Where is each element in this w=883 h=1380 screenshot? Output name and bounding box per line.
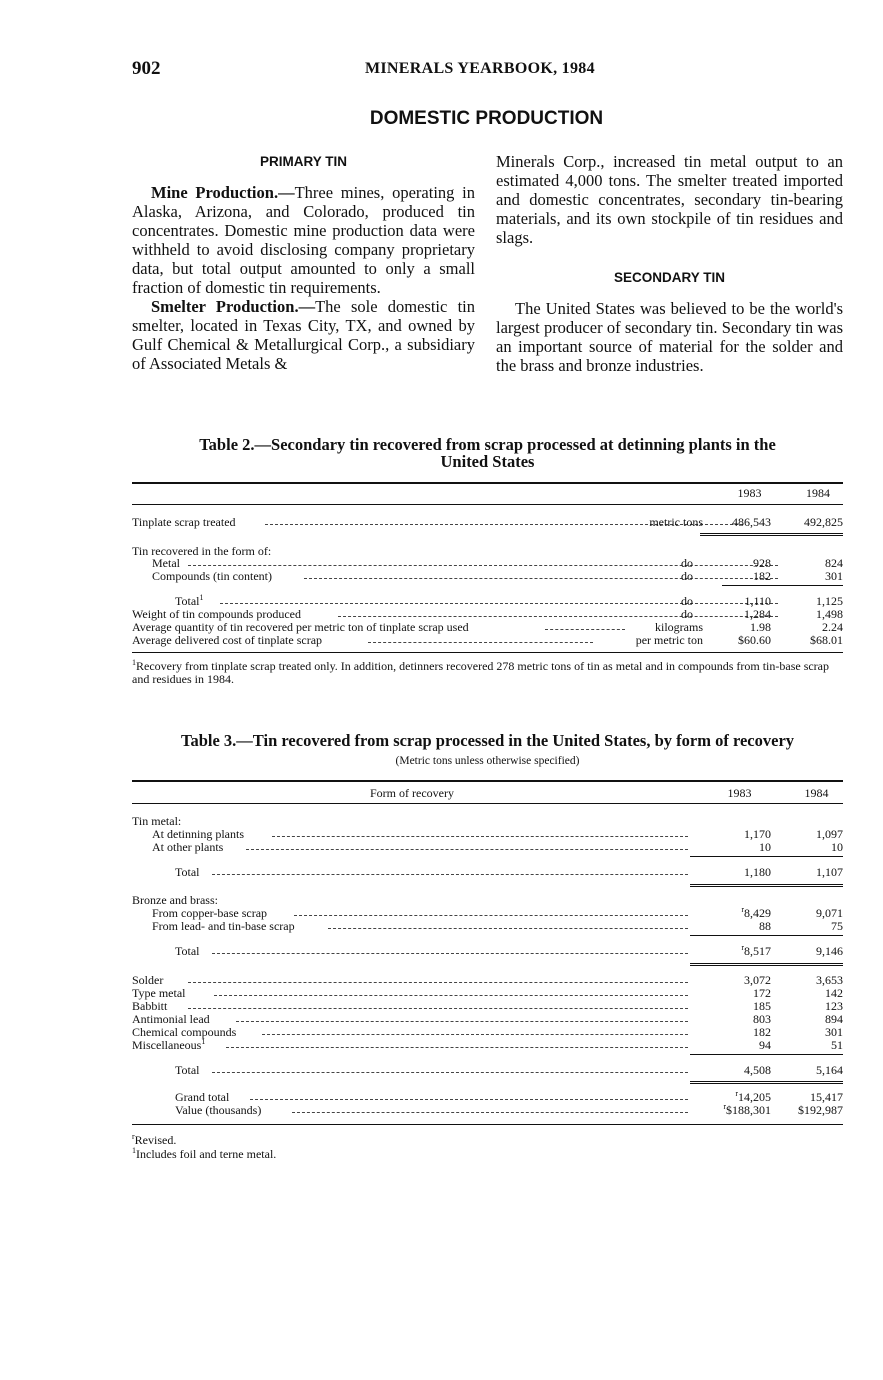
table3-header-rule: [132, 803, 843, 804]
value-1984: 9,146: [816, 944, 843, 958]
table3-footnote-revised: $^r$Revised.: [132, 1132, 177, 1147]
table3-top-rule: [132, 780, 843, 782]
table2-title-line2: United States: [440, 452, 535, 471]
value-1983: 803: [753, 1012, 771, 1026]
row-label: Total$^1$: [175, 593, 204, 608]
value-1983: 486,543: [732, 515, 771, 529]
value-1984: 301: [825, 569, 843, 583]
dot-leader: [236, 1021, 688, 1022]
value-1983: $60.60: [738, 633, 771, 647]
value-1983: 928: [753, 556, 771, 570]
row-unit: metric tons: [649, 515, 703, 529]
dot-leader: [328, 928, 688, 929]
table3-row-tin-total: [132, 865, 843, 879]
row-label: Value (thousands): [175, 1103, 262, 1117]
row-label: Average quantity of tin recovered per metric ton of tinplate scrap used: [132, 620, 469, 634]
row-label: Tinplate scrap treated: [132, 515, 236, 529]
dot-leader: [292, 1112, 688, 1113]
dot-leader: [188, 982, 688, 983]
row-unit: per metric ton: [635, 633, 703, 647]
row-label: Average delivered cost of tinplate scrap: [132, 633, 323, 647]
value-1983: 182: [753, 1025, 771, 1039]
dot-leader: [246, 849, 688, 850]
table3-row-other-total: [132, 1063, 843, 1077]
table2-row-metal: [132, 556, 843, 570]
dot-leader: [212, 953, 688, 954]
table2-row-total: [132, 594, 843, 608]
table3-row-miscellaneous: [132, 1038, 843, 1052]
right-column: [496, 152, 843, 252]
value-1984: 824: [825, 556, 843, 570]
table3-col-form: Form of recovery: [370, 786, 454, 800]
row-label: Weight of tin compounds produced: [132, 607, 302, 621]
secondary-tin-paragraph: The United States was believed to be the world's largest producer of secondary tin. Secondary tin was an important source of material for the solder and the brass and bronze industries.: [496, 299, 843, 375]
value-1984: $68.01: [810, 633, 843, 647]
table2-header-rule: [132, 504, 843, 505]
row-label: From copper-base scrap: [152, 906, 268, 920]
row-label: From lead- and tin-base scrap: [152, 919, 295, 933]
table3-subtotal-rule: [690, 856, 843, 857]
dot-leader: [212, 1072, 688, 1073]
table2-bottom-rule: [132, 652, 843, 653]
secondary-tin-heading: SECONDARY TIN: [613, 270, 725, 285]
table3-col-1984: 1984: [804, 786, 829, 800]
row-label: Tin recovered in the form of:: [132, 544, 272, 558]
dot-leader: [262, 1034, 688, 1035]
table2-row-avg-cost: [132, 633, 843, 647]
value-1983: 1,110: [744, 594, 771, 608]
value-1984: 15,417: [810, 1090, 843, 1104]
dot-leader: [338, 616, 778, 617]
value-1984: 5,164: [816, 1063, 843, 1077]
value-1984: $192,987: [798, 1103, 843, 1117]
dot-leader: [250, 1099, 688, 1100]
table3-double-rule-2: [690, 963, 843, 966]
smelter-production-paragraph: [132, 297, 475, 373]
row-label: Total: [175, 865, 200, 879]
value-1983: 1,180: [744, 865, 771, 879]
value-1984: 1,107: [816, 865, 843, 879]
value-1984: 10: [831, 840, 843, 854]
value-1983: $^r$8,517: [741, 943, 771, 958]
table3-row-lead-tin-base: [132, 919, 843, 933]
table2-row-compounds: [132, 569, 843, 583]
row-label: Bronze and brass:: [132, 893, 218, 907]
table3-row-bronze-heading: [132, 893, 843, 907]
value-1984: 142: [825, 986, 843, 1000]
table3-subtotal-rule-2: [690, 935, 843, 936]
page-number: 902: [132, 58, 161, 79]
table3-title: Table 3.—Tin recovered from scrap processed in the United States, by form of recovery: [180, 731, 795, 750]
left-column: [132, 152, 475, 373]
smelter-production-runin: Smelter Production.—: [151, 297, 316, 316]
row-label: Chemical compounds: [132, 1025, 237, 1039]
table2-footnote: $^1$Recovery from tinplate scrap treated only. In addition, detinners recovered 278 metric tons of tin as metal and in compounds from tin-base scrap and residues in 1984.: [132, 658, 830, 686]
value-1984: 9,071: [816, 906, 843, 920]
dot-leader: [214, 995, 688, 996]
value-1983: 3,072: [744, 973, 771, 987]
table2-row-weight: [132, 607, 843, 621]
value-1983: 4,508: [744, 1063, 771, 1077]
table2-double-rule: [700, 533, 843, 536]
dot-leader: [294, 915, 688, 916]
table3-row-tin-metal-heading: [132, 814, 843, 828]
row-label: Total: [175, 944, 200, 958]
primary-tin-heading: PRIMARY TIN: [259, 154, 347, 169]
table2-row-avg-quantity: [132, 620, 843, 634]
value-1984: 123: [825, 999, 843, 1013]
dot-leader: [226, 1047, 688, 1048]
mine-production-paragraph: [132, 183, 475, 297]
value-1984: 3,653: [816, 973, 843, 987]
table2-row-tinplate: [132, 515, 843, 529]
row-unit: do: [681, 556, 693, 570]
dot-leader: [368, 642, 593, 643]
table3-row-type-metal: [132, 986, 843, 1000]
smelter-production-text: The sole domestic tin smelter, located in Texas City, TX, and owned by Gulf Chemical & Metallurgical Corp., a subsidiary of Associated Metals &: [132, 297, 475, 373]
row-unit: kilograms: [655, 620, 703, 634]
value-1984: 1,097: [816, 827, 843, 841]
mine-production-runin: Mine Production.—: [151, 183, 295, 202]
row-label: Antimonial lead: [132, 1012, 210, 1026]
value-1984: 301: [825, 1025, 843, 1039]
value-1983: 1,170: [744, 827, 771, 841]
value-1983: $^r$\$188,301: [723, 1102, 771, 1117]
row-label: At other plants: [152, 840, 224, 854]
row-label: Miscellaneous$^1$: [132, 1037, 206, 1052]
table3-subtotal-rule-3: [690, 1054, 843, 1055]
row-label: Total: [175, 1063, 200, 1077]
row-label: Type metal: [132, 986, 186, 1000]
value-1984: 894: [825, 1012, 843, 1026]
table3-row-grand-total: [132, 1090, 843, 1104]
row-label: Compounds (tin content): [152, 569, 272, 583]
table2-subtotal-rule: [722, 585, 843, 586]
dot-leader: [272, 836, 688, 837]
table2-title-line1: Table 2.—Secondary tin recovered from scrap processed at detinning plants in the: [199, 435, 776, 454]
table3-row-copper-base: [132, 906, 843, 920]
value-1984: 51: [831, 1038, 843, 1052]
section-title: DOMESTIC PRODUCTION: [369, 108, 604, 129]
running-head: MINERALS YEARBOOK, 1984: [365, 60, 595, 77]
table3-row-chemical-compounds: [132, 1025, 843, 1039]
value-1983: 10: [759, 840, 771, 854]
row-label: Grand total: [175, 1090, 230, 1104]
value-1983: $^r$14,205: [735, 1089, 771, 1104]
dot-leader: [545, 629, 625, 630]
table3-double-rule-3: [690, 1081, 843, 1084]
dot-leader: [212, 874, 688, 875]
value-1983: 185: [753, 999, 771, 1013]
table3-row-solder: [132, 973, 843, 987]
table2-title: [132, 436, 843, 470]
smelter-production-continued: Minerals Corp., increased tin metal output to an estimated 4,000 tons. The smelter treated imported and domestic concentrates, secondary tin-bearing materials, and its own stockpile of tin residues and slags.: [496, 152, 843, 247]
row-label: Tin metal:: [132, 814, 182, 828]
table3-subtitle: (Metric tons unless otherwise specified): [395, 755, 580, 767]
row-label: At detinning plants: [152, 827, 244, 841]
value-1983: 94: [759, 1038, 771, 1052]
mine-production-text: Three mines, operating in Alaska, Arizona, and Colorado, produced tin concentrates. Domestic mine production data were withheld to avoid disclosing company proprietary data, but total output amounted to only a small fraction of domestic tin requirements.: [132, 183, 475, 297]
value-1984: 492,825: [804, 515, 843, 529]
table3-row-value: [132, 1103, 843, 1117]
value-1983: 1.98: [750, 620, 771, 634]
table3-bottom-rule: [132, 1124, 843, 1125]
value-1984: 75: [831, 919, 843, 933]
table3-footnote-1: $^1$Includes foil and terne metal.: [132, 1146, 277, 1161]
dot-leader: [220, 603, 778, 604]
row-label: Metal: [152, 556, 180, 570]
value-1984: 1,125: [816, 594, 843, 608]
table2-col-1984: 1984: [806, 486, 830, 500]
value-1984: 1,498: [816, 607, 843, 621]
value-1983: 172: [753, 986, 771, 1000]
row-unit: do: [681, 607, 693, 621]
table3-row-detinning: [132, 827, 843, 841]
table3-double-rule: [690, 884, 843, 887]
dot-leader: [304, 578, 778, 579]
row-label: Solder: [132, 973, 164, 987]
row-unit: do: [681, 594, 693, 608]
value-1983: $^r$8,429: [741, 905, 771, 920]
row-label: Babbitt: [132, 999, 168, 1013]
table3-col-1983: 1983: [727, 786, 752, 800]
table3-row-babbitt: [132, 999, 843, 1013]
table2-top-rule: [132, 482, 843, 484]
table3-row-other-plants: [132, 840, 843, 854]
table2-col-1983: 1983: [737, 486, 762, 500]
table3-row-bronze-total: [132, 944, 843, 958]
row-unit: do: [681, 569, 693, 583]
table3-row-antimonial-lead: [132, 1012, 843, 1026]
value-1983: 1,284: [744, 607, 771, 621]
value-1983: 88: [759, 919, 771, 933]
dot-leader: [188, 1008, 688, 1009]
value-1984: 2.24: [822, 620, 843, 634]
secondary-tin-block: [496, 268, 843, 375]
value-1983: 182: [753, 569, 771, 583]
